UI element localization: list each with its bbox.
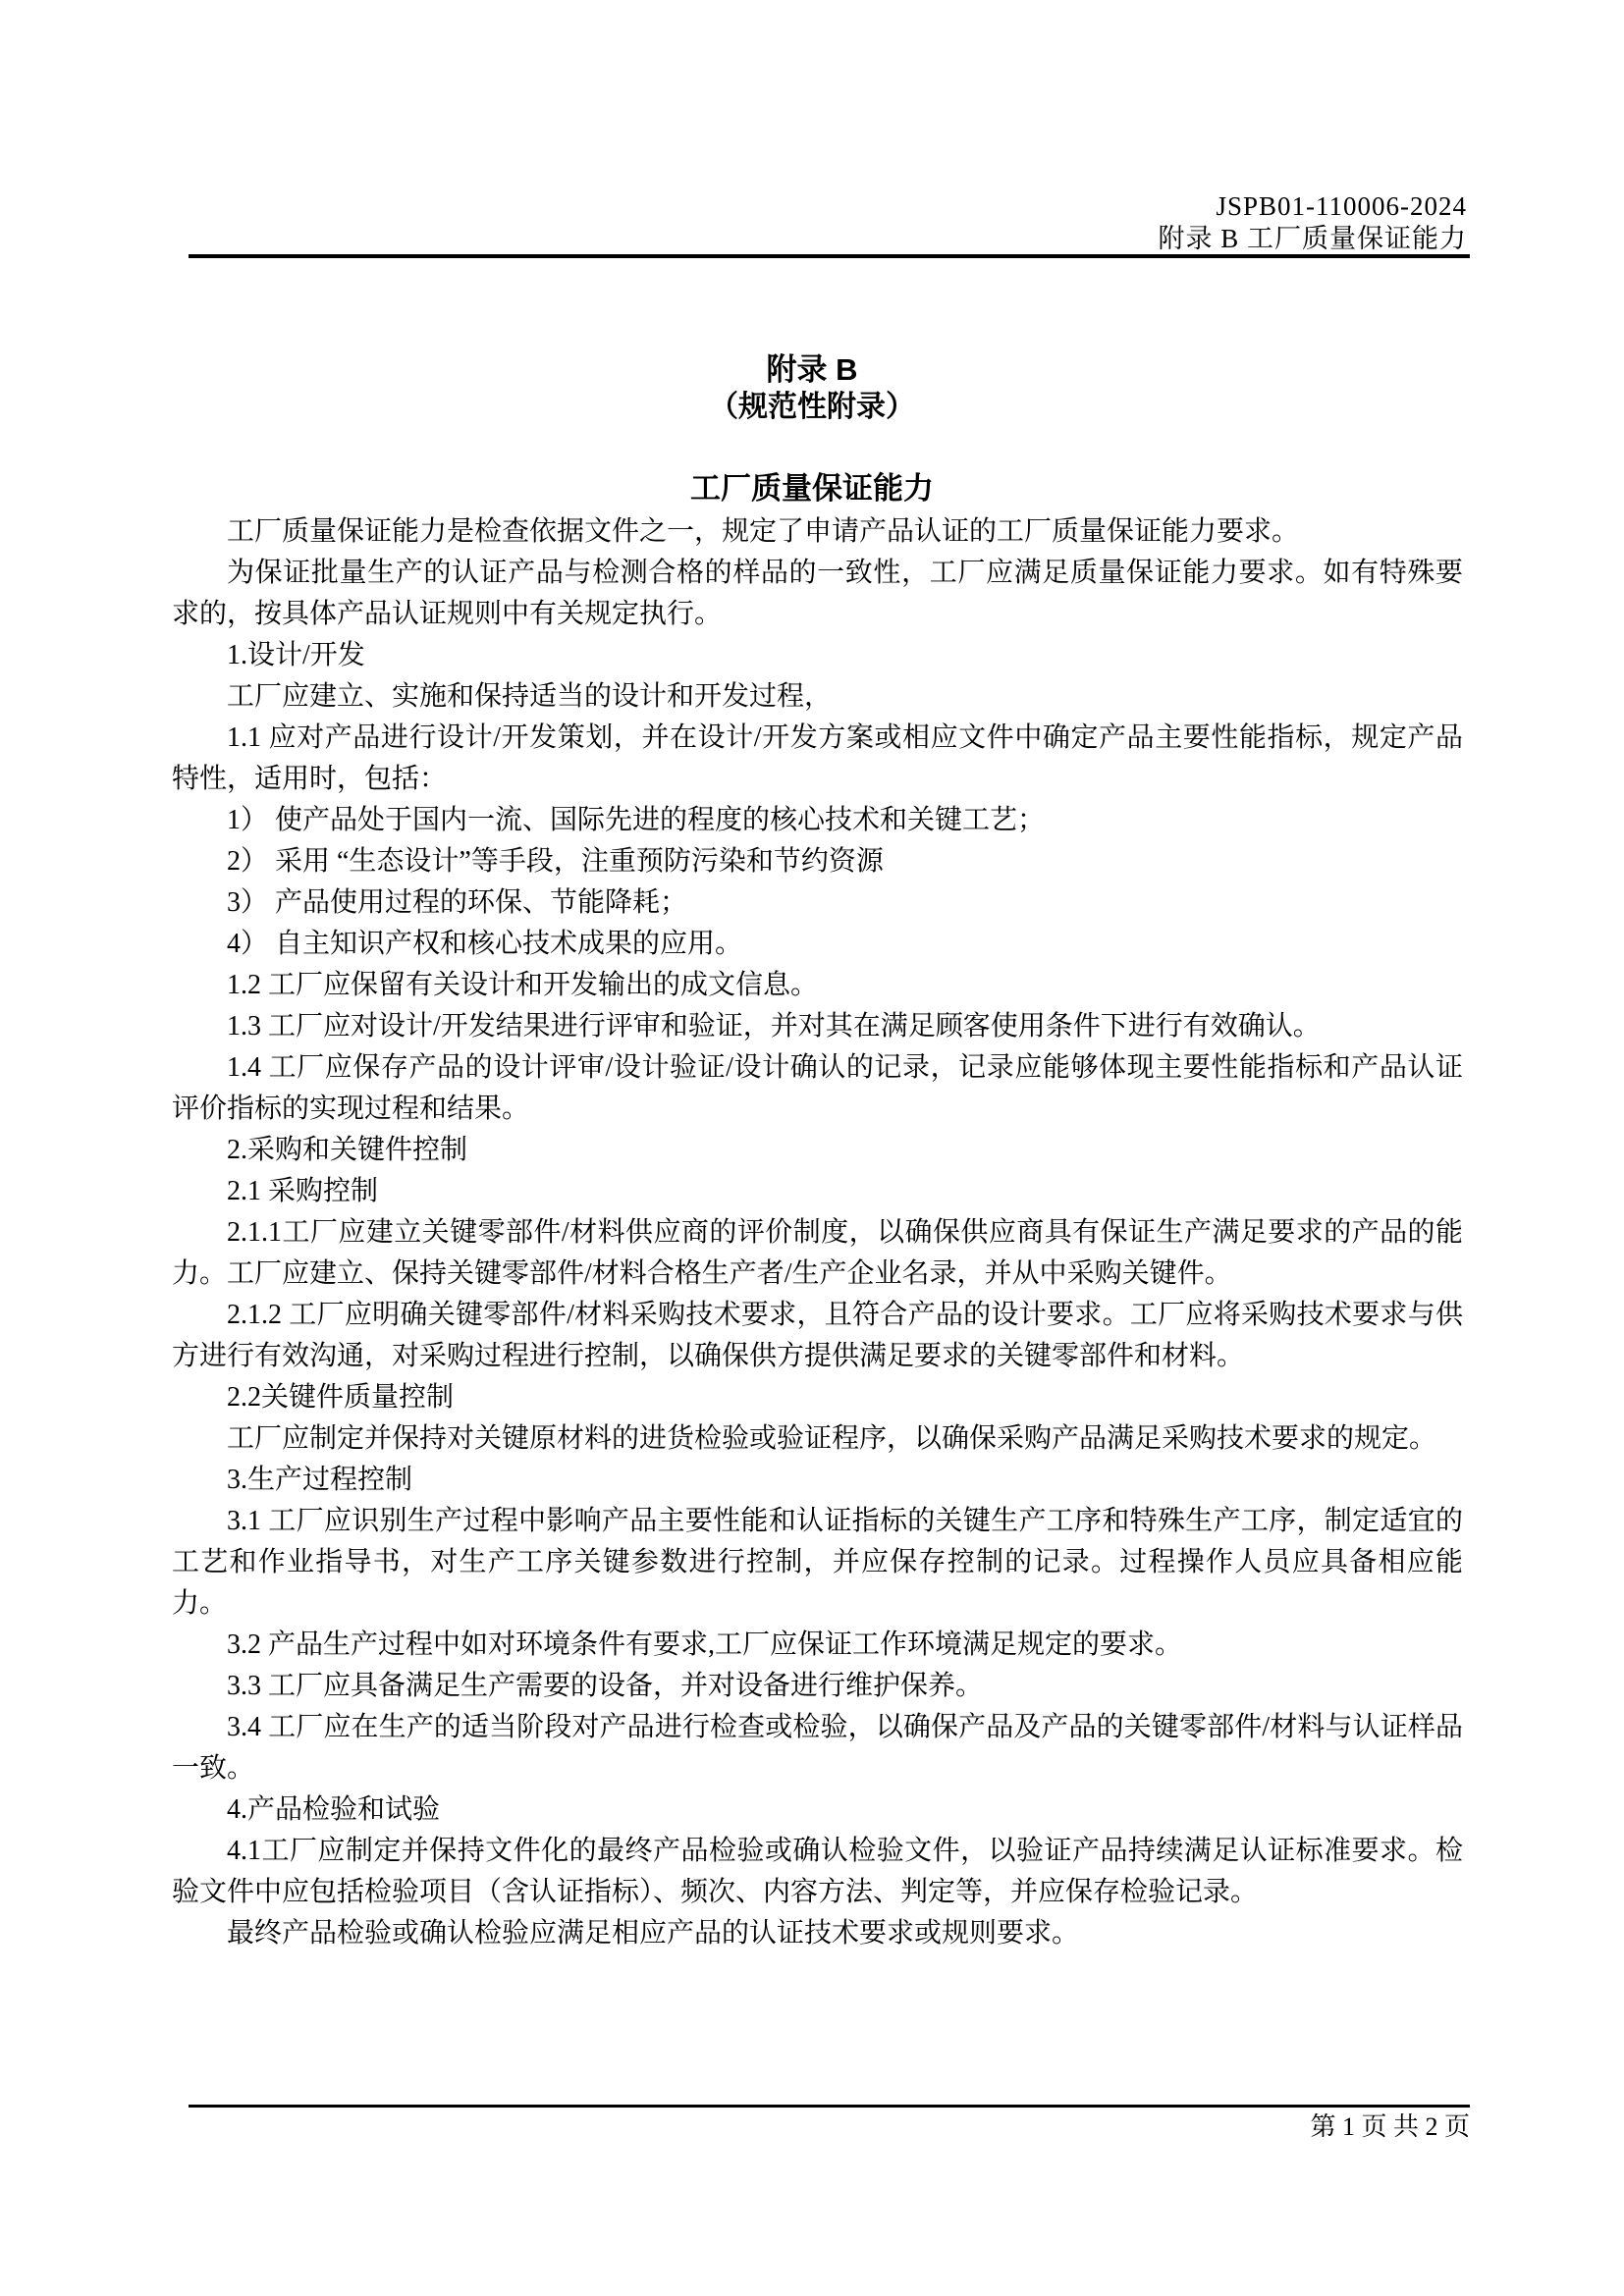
page-number: 第 1 页 共 2 页 xyxy=(1310,2112,1470,2141)
clause-1-1: 1.1 应对产品进行设计/开发策划，并在设计/开发方案或相应文件中确定产品主要性能指标，规定产品特性，适用时，包括： xyxy=(172,722,1463,794)
list-item-1: 1） 使产品处于国内一流、国际先进的程度的核心技术和关键工艺； xyxy=(227,805,1046,835)
section-2-heading: 2.采购和关键件控制 xyxy=(227,1135,468,1165)
paragraph-scope: 为保证批量生产的认证产品与检测合格的样品的一致性，工厂应满足质量保证能力要求。如有特殊要求的，按具体产品认证规则中有关规定执行。 xyxy=(172,558,1463,629)
clause-3-4: 3.4 工厂应在生产的适当阶段对产品进行检查或检验，以确保产品及产品的关键零部件/材料与认证样品一致。 xyxy=(172,1712,1463,1784)
clause-2-1-1: 2.1.1工厂应建立关键零部件/材料供应商的评价制度，以确保供应商具有保证生产满足要求的产品的能力。工厂应建立、保持关键零部件/材料合格生产者/生产企业名录，并从中采购关键件。 xyxy=(172,1217,1463,1289)
clause-1-3: 1.3 工厂应对设计/开发结果进行评审和验证，并对其在满足顾客使用条件下进行有效确认。 xyxy=(227,1011,1321,1041)
clause-3-1: 3.1 工厂应识别生产过程中影响产品主要性能和认证指标的关键生产工序和特殊生产工序，制定适宜的工艺和作业指导书，对生产工序关键参数进行控制，并应保存控制的记录。过程操作人员应具备相应能力。 xyxy=(172,1506,1463,1619)
section-1-heading: 1.设计/开发 xyxy=(227,640,365,670)
clause-4-1: 4.1工厂应制定并保持文件化的最终产品检验或确认检验文件，以验证产品持续满足认证标准要求。检验文件中应包括检验项目（含认证指标）、频次、内容方法、判定等，并应保存检验记录。 xyxy=(172,1836,1463,1907)
appendix-label: 附录 B xyxy=(766,352,858,387)
clause-1-2: 1.2 工厂应保留有关设计和开发输出的成文信息。 xyxy=(227,970,819,1000)
paragraph-intro: 工厂质量保证能力是检查依据文件之一，规定了申请产品认证的工厂质量保证能力要求。 xyxy=(227,516,1300,547)
header-rule xyxy=(189,254,1470,258)
clause-2-2-heading: 2.2关键件质量控制 xyxy=(227,1382,455,1413)
clause-2-1-heading: 2.1 采购控制 xyxy=(227,1176,379,1206)
page-header xyxy=(1158,190,1467,255)
clause-4-final: 最终产品检验或确认检验应满足相应产品的认证技术要求或规则要求。 xyxy=(227,1918,1080,1949)
header-doc-title: 附录 B 工厂质量保证能力 xyxy=(1158,224,1467,253)
footer-rule xyxy=(189,2105,1470,2108)
section-4-heading: 4.产品检验和试验 xyxy=(227,1794,441,1825)
clause-2-2-body: 工厂应制定并保持对关键原材料的进货检验或验证程序，以确保采购产品满足采购技术要求的规定。 xyxy=(227,1423,1437,1454)
clause-2-1-2: 2.1.2 工厂应明确关键零部件/材料采购技术要求，且符合产品的设计要求。工厂应将采购技术要求与供方进行有效沟通，对采购过程进行控制，以确保供方提供满足要求的关键零部件和材料。 xyxy=(172,1300,1463,1371)
list-item-4: 4） 自主知识产权和核心技术成果的应用。 xyxy=(227,929,743,959)
list-item-2: 2） 采用 “生态设计”等手段，注重预防污染和节约资源 xyxy=(227,846,884,877)
main-heading: 工厂质量保证能力 xyxy=(690,471,934,506)
section-3-heading: 3.生产过程控制 xyxy=(227,1465,413,1495)
clause-3-3: 3.3 工厂应具备满足生产需要的设备，并对设备进行维护保养。 xyxy=(227,1671,984,1701)
document-body xyxy=(172,511,1463,1954)
title-block xyxy=(0,351,1624,507)
clause-1-4: 1.4 工厂应保存产品的设计评审/设计验证/设计确认的记录，记录应能够体现主要性能指标和产品认证评价指标的实现过程和结果。 xyxy=(172,1052,1463,1124)
clause-3-2: 3.2 产品生产过程中如对环境条件有要求,工厂应保证工作环境满足规定的要求。 xyxy=(227,1629,1183,1660)
list-item-3: 3） 产品使用过程的环保、节能降耗； xyxy=(227,887,688,918)
appendix-type: （规范性附录） xyxy=(709,391,915,423)
header-doc-number: JSPB01-110006-2024 xyxy=(1216,191,1467,221)
section-1-intro: 工厂应建立、实施和保持适当的设计和开发过程， xyxy=(227,681,833,712)
